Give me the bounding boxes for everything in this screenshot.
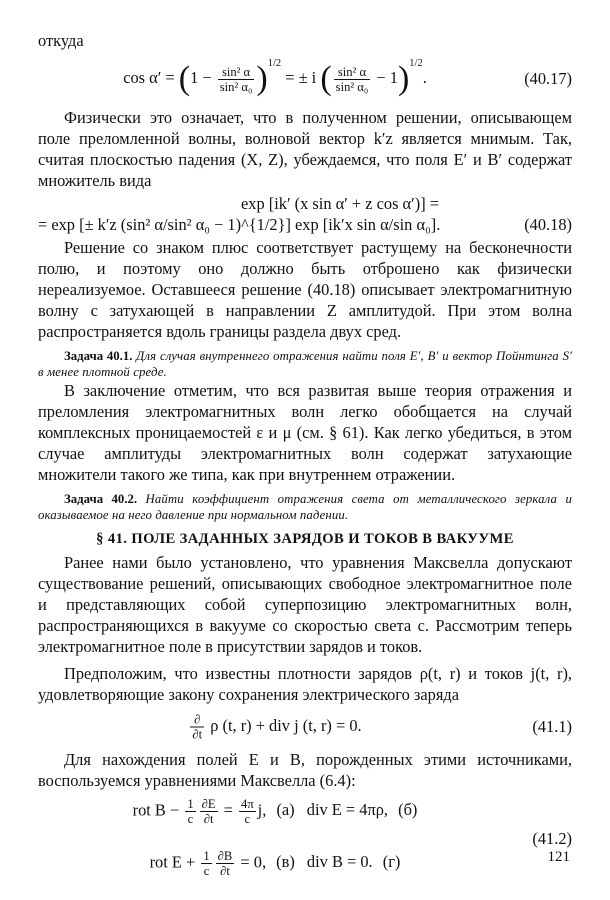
eq-41-2-a-d: $\frac{\partial E}{\partial t}$ [201, 797, 216, 826]
eq-41-2-a-lhs: rot B − [132, 800, 180, 820]
para-earlier: Ранее нами было установлено, что уравнения Максвелла допускают существование решений, описывающих свободное электромагнитное поле и представляющих собой суперпозицию электромагнитных волн, распространяющихся в вакууме со скоростью света c. Рассмотрим теперь электромагнитное поле в присутствии зарядов и токов. [38, 553, 572, 656]
para-physically: Физически это означает, что в полученном решении, описывающем поле преломленной волны, волновой вектор k′z является мнимым. Так, считая плоскостью падения (X, Z), убеждаемся, что поля E′ и B′ содержат множитель вида [38, 108, 572, 190]
section-heading: § 41. ПОЛЕ ЗАДАННЫХ ЗАРЯДОВ И ТОКОВ В ВАКУУМЕ [96, 531, 514, 547]
eq-40-17-exp-b: 1/2 [409, 58, 423, 69]
eq-40-18-line1: exp [ik′ (x sin α′ + z cos α′)] = [241, 194, 439, 213]
eq-41-2-number: (41.2) [532, 829, 572, 848]
eq-41-2-c-rhs: = 0, [240, 852, 267, 872]
equation-41-2 [38, 791, 572, 889]
eq-41-2-row-2 [38, 849, 512, 878]
eq-41-1-rest: ρ (t, r) + div j (t, r) = 0. [210, 715, 362, 735]
eq-41-2-c-d: $\frac{\partial B}{\partial t}$ [217, 849, 233, 878]
eq-41-2-d-label: (г) [382, 852, 401, 872]
eq-40-17-minus-one: − 1 [376, 67, 398, 87]
eq-41-2-a-rhs: j, [257, 800, 267, 820]
task-40-2-text: Найти коэффициент отражения света от металлического зеркала и оказываемое на него давление при нормальном падении. [38, 492, 573, 522]
para-conclusion: В заключение отметим, что вся развитая выше теория отражения и преломления электромагнитных волн легко обобщается на случай комплексных проницаемостей ε и μ (см. § 61). Как легко убедиться, в этом случае амплитуды электромагнитных волн содержат затухающие множители такого же типа, как при внутреннем отражении. [38, 381, 572, 484]
para-suppose: Предположим, что известны плотности зарядов ρ(t, r) и токов j(t, r), удовлетворяющие закону сохранения электрического заряда [38, 664, 572, 704]
eq-41-2-a-pi: $\frac{4\pi}{c}$ [241, 797, 254, 826]
eq-40-17-number: (40.17) [524, 69, 572, 88]
task-40-2 [38, 491, 572, 523]
task-40-1-label: Задача 40.1. [64, 349, 133, 363]
eq-40-17-frac-a: $\frac{\text{sin² α}}{\text{sin² α₀}}$ [219, 64, 253, 94]
eq-40-17-lhs: cos α′ = [123, 67, 175, 87]
para-solution: Решение со знаком плюс соответствует растущему на бесконечности полю, и поэтому оно должно быть отброшено как физически нереализуемое. Оставшееся решение (40.18) описывает электромагнитную волну с затухающей в направлении Z амплитудой. При этом волна распространяется вдоль границы раздела двух сред. [38, 238, 572, 341]
equation-41-1 [38, 705, 572, 749]
task-40-1 [38, 348, 572, 380]
eq-41-2-a-eq: = [223, 800, 233, 820]
para-find: Для нахождения полей E и B, порожденных этими источниками, воспользуемся уравнениями Максвелла (6.4): [38, 750, 572, 790]
eq-40-17-exp-a: 1/2 [267, 58, 282, 69]
eq-41-2-d-text: div B = 0. [306, 852, 373, 872]
task-40-1-text: Для случая внутреннего отражения найти поля E′, B′ и вектор Пойнтинга S′ в менее плотной среде. [38, 349, 572, 379]
eq-41-2-c-label: (в) [276, 852, 295, 872]
intro-word: откуда [38, 31, 84, 50]
task-40-2-label: Задача 40.2. [64, 492, 138, 506]
eq-41-2-a-label: (а) [276, 800, 295, 820]
equation-40-17: cos α′ = (1 − $\frac{\text{sin² α}}{\text{sin² α₀}}$ )$^{1/2}$ = ± i ( $\frac{\text{sin² α}}{\text{sin² α₀}}$ − 1)$^{1/2}$. (40.17) [123, 58, 572, 97]
page-body [38, 30, 572, 889]
eq-40-17-rhs: = ± i [285, 67, 317, 87]
page-number: 121 [547, 849, 570, 865]
eq-41-2-b-text: div E = 4πρ, [306, 800, 388, 820]
eq-40-17-one: 1 − [190, 67, 212, 87]
eq-40-18-line2: = exp [± k′z (sin² α/sin² α₀ − 1)^{1/2}] exp [ik′x sin α/sin α₀]. [38, 215, 441, 234]
eq-41-1-number: (41.1) [532, 717, 572, 736]
eq-41-2-row-1 [38, 797, 512, 826]
eq-40-18-number: (40.18) [524, 215, 572, 234]
equation-40-18 [38, 193, 572, 235]
eq-41-2-c-lhs: rot E + [149, 852, 196, 872]
eq-40-17-frac-b: $\frac{\text{sin² α}}{\text{sin² α₀}}$ [335, 64, 369, 94]
eq-41-2-c-c: $\frac{1}{c}$ [203, 849, 210, 878]
eq-41-1-frac: $\frac{\partial}{\partial t}$ [192, 712, 203, 742]
eq-41-2-a-c1: $\frac{1}{c}$ [187, 797, 194, 826]
eq-41-2-b-label: (б) [398, 800, 418, 820]
